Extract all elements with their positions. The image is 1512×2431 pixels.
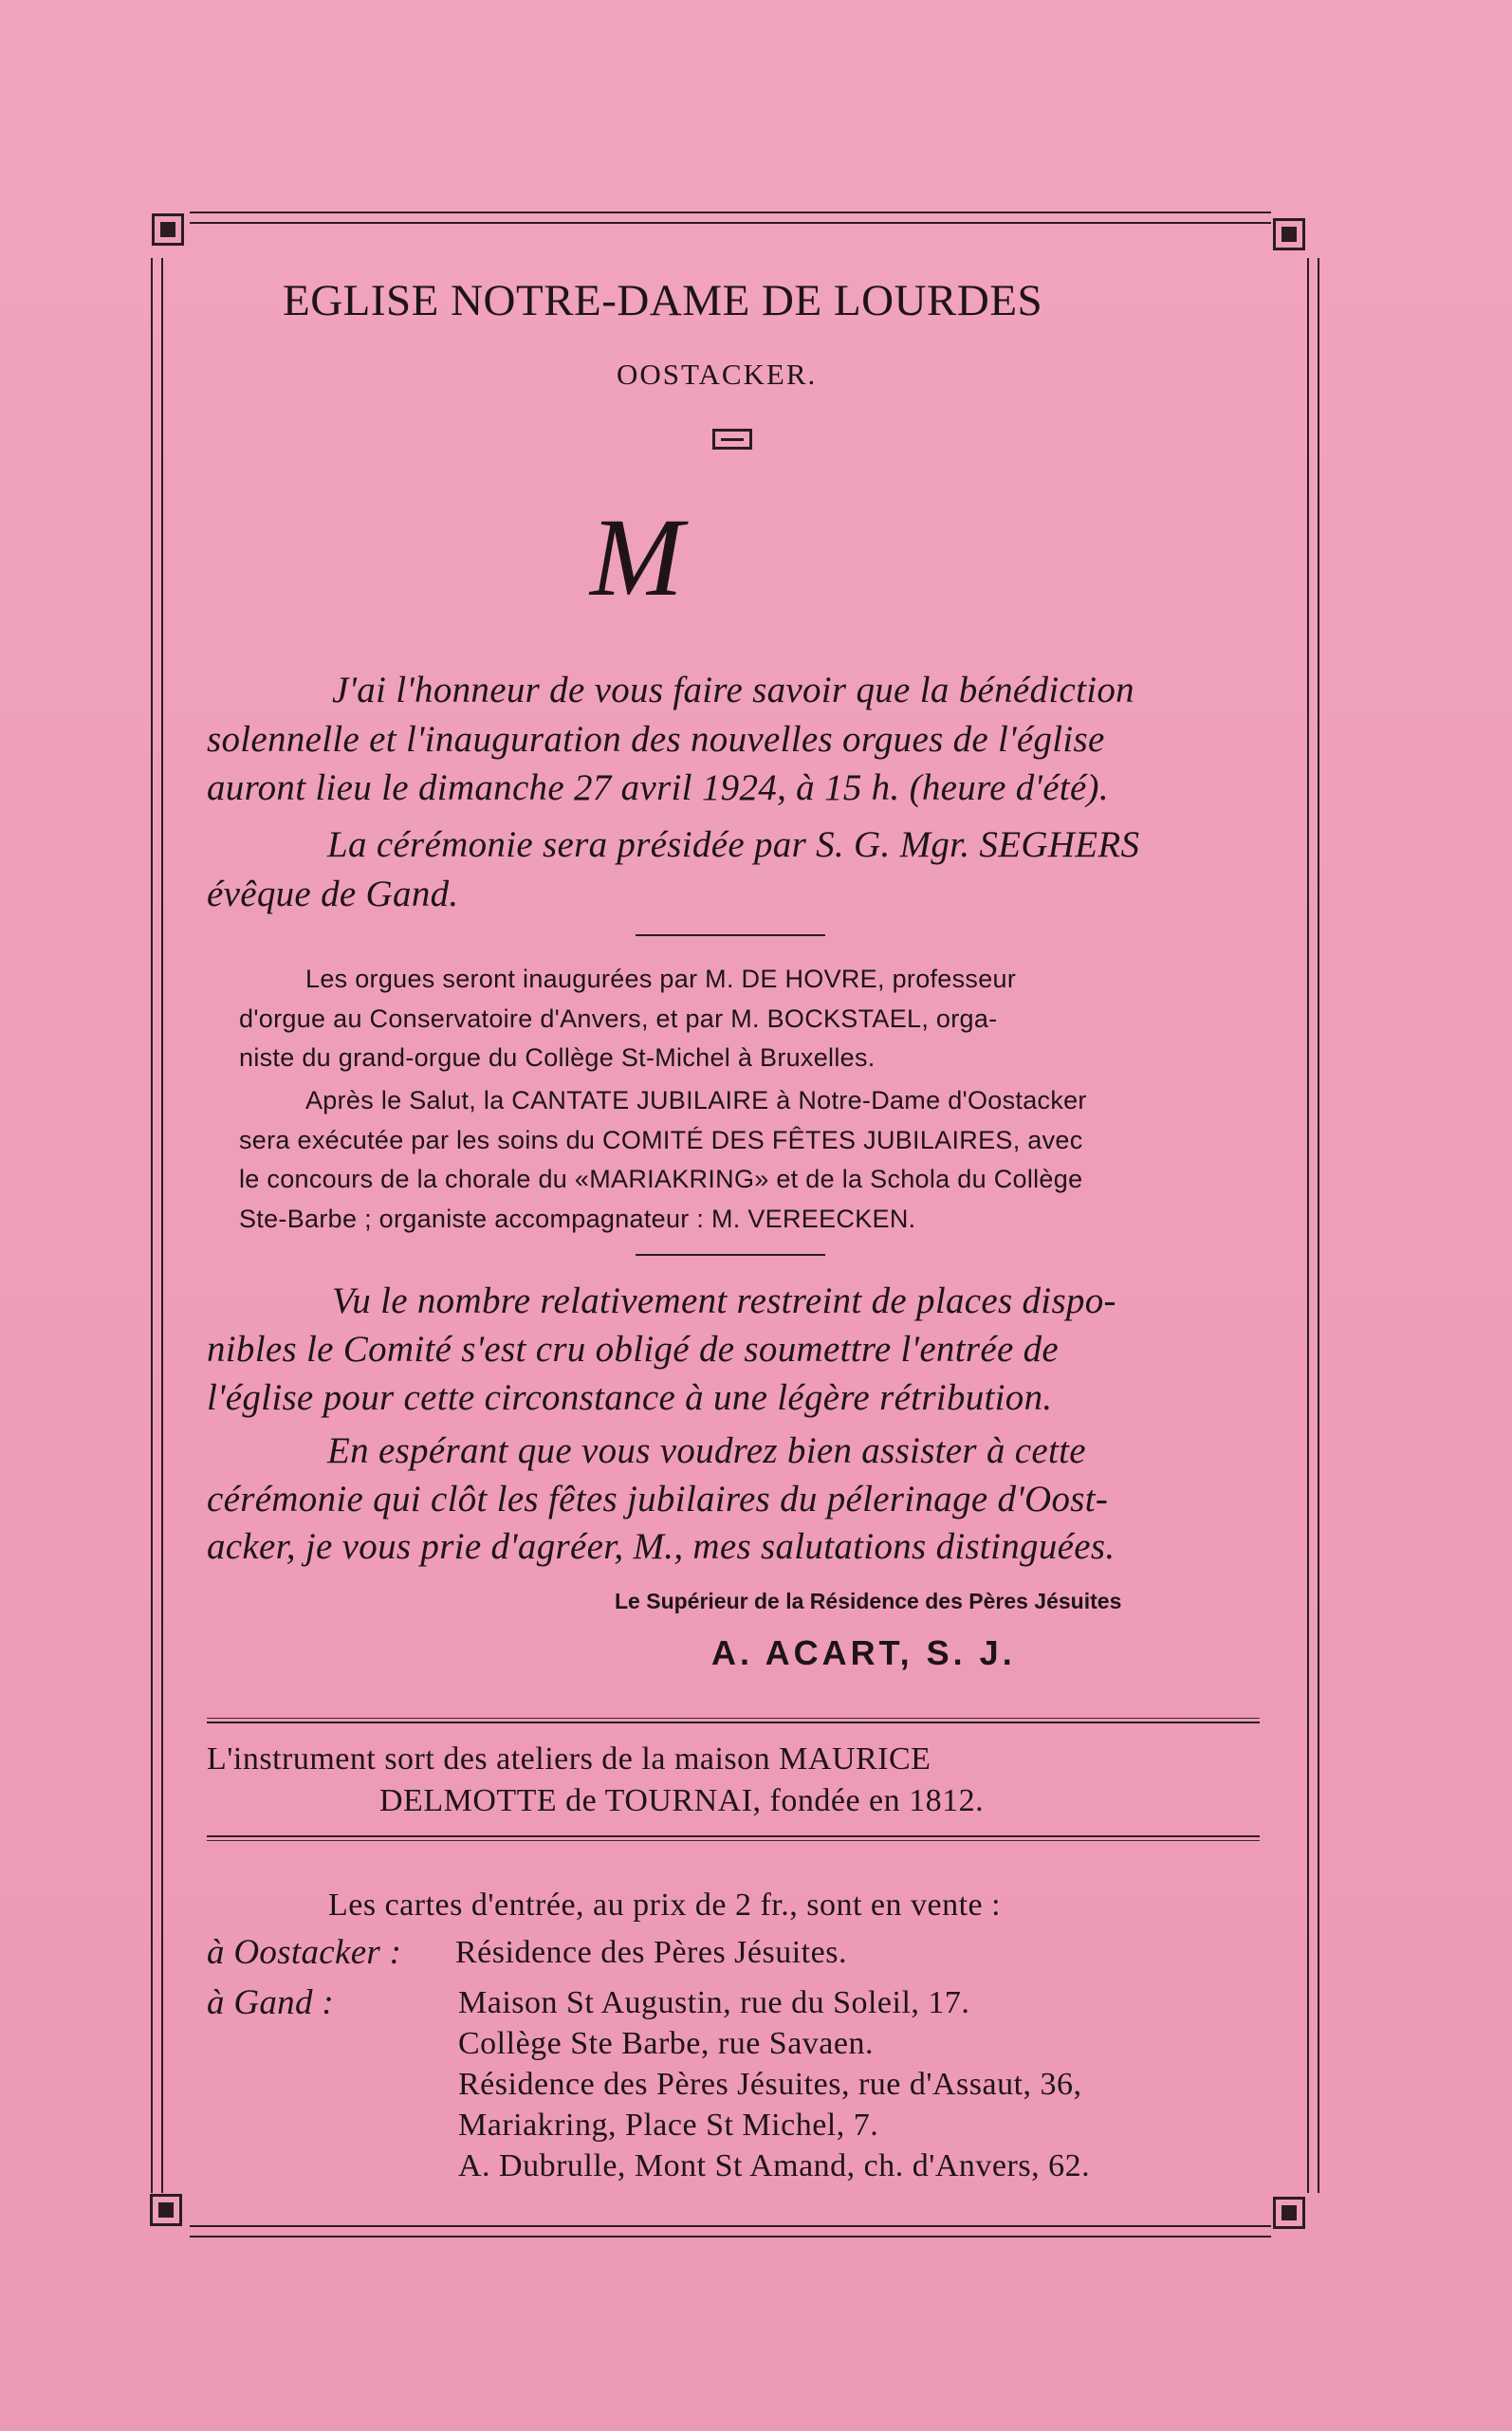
frame-right-outer [1307, 258, 1309, 2193]
announcement-line: J'ai l'honneur de vous faire savoir que la bénédiction [332, 670, 1134, 710]
announcement-line: La cérémonie sera présidée par S. G. Mgr. SEGHERS [327, 824, 1140, 865]
details-line: Les orgues seront inaugurées par M. DE HOVRE, professeur [305, 965, 1017, 993]
frame-bottom-outer [190, 2225, 1271, 2227]
tickets-gand-place: A. Dubrulle, Mont St Amand, ch. d'Anvers, 62. [458, 2148, 1091, 2183]
details-line: niste du grand-orgue du Collège St-Michel à Bruxelles. [239, 1043, 876, 1072]
frame-left-inner [161, 258, 163, 2193]
details-line: Après le Salut, la CANTATE JUBILAIRE à Notre-Dame d'Oostacker [305, 1086, 1087, 1114]
frame-right-inner [1318, 258, 1319, 2193]
tickets-oostacker-place: Résidence des Pères Jésuites. [455, 1935, 847, 1970]
tickets-intro: Les cartes d'entrée, au prix de 2 fr., sont en vente : [328, 1888, 1002, 1923]
notice-line: l'église pour cette circonstance à une légère rétribution. [207, 1377, 1053, 1418]
page-title: EGLISE NOTRE-DAME DE LOURDES [283, 276, 1043, 325]
divider [636, 934, 825, 936]
notice-line: cérémonie qui clôt les fêtes jubilaires du pélerinage d'Oost- [207, 1479, 1109, 1519]
corner-ornament-icon [1273, 218, 1305, 250]
tickets-oostacker-label: à Oostacker : [207, 1933, 402, 1972]
details-line: le concours de la chorale du «MARIAKRING» et de la Schola du Collège [239, 1165, 1083, 1193]
page-subtitle: OOSTACKER. [617, 358, 818, 391]
notice-line: acker, je vous prie d'agréer, M., mes salutations distinguées. [207, 1526, 1116, 1567]
details-line: sera exécutée par les soins du COMITÉ DES FÊTES JUBILAIRES, avec [239, 1126, 1083, 1154]
divider [207, 1835, 1260, 1837]
frame-top-inner [190, 222, 1271, 224]
tickets-gand-label: à Gand : [207, 1983, 334, 2022]
tickets-gand-place: Maison St Augustin, rue du Soleil, 17. [458, 1985, 970, 2020]
tickets-gand-place: Mariakring, Place St Michel, 7. [458, 2108, 879, 2143]
frame-top-outer [190, 212, 1271, 213]
maker-line: L'instrument sort des ateliers de la maison MAURICE [207, 1741, 931, 1777]
salutation: M [590, 495, 684, 619]
announcement-line: auront lieu le dimanche 27 avril 1924, à 15 h. (heure d'été). [207, 767, 1109, 808]
signature-name: A. ACART, S. J. [711, 1633, 1016, 1672]
tickets-gand-place: Résidence des Pères Jésuites, rue d'Assaut, 36, [458, 2067, 1082, 2102]
frame-bottom-inner [190, 2236, 1271, 2238]
signature-role: Le Supérieur de la Résidence des Pères Jésuites [615, 1589, 1122, 1613]
notice-line: Vu le nombre relativement restreint de places dispo- [332, 1280, 1116, 1321]
notice-line: En espérant que vous voudrez bien assister à cette [327, 1430, 1086, 1471]
details-line: d'orgue au Conservatoire d'Anvers, et par M. BOCKSTAEL, orga- [239, 1004, 998, 1033]
dash-ornament-icon [712, 429, 752, 450]
details-line: Ste-Barbe ; organiste accompagnateur : M. VEREECKEN. [239, 1205, 916, 1233]
frame-left-outer [151, 258, 153, 2193]
divider [207, 1840, 1260, 1841]
announcement-line: solennelle et l'inauguration des nouvelles orgues de l'église [207, 719, 1105, 760]
corner-ornament-icon [152, 213, 184, 246]
maker-line: DELMOTTE de TOURNAI, fondée en 1812. [379, 1783, 985, 1818]
announcement-line: évêque de Gand. [207, 874, 459, 914]
divider [636, 1254, 825, 1256]
corner-ornament-icon [1273, 2197, 1305, 2229]
divider [207, 1718, 1260, 1719]
divider [207, 1722, 1260, 1723]
tickets-gand-place: Collège Ste Barbe, rue Savaen. [458, 2026, 874, 2061]
notice-line: nibles le Comité s'est cru obligé de soumettre l'entrée de [207, 1329, 1060, 1370]
corner-ornament-icon [150, 2194, 182, 2226]
